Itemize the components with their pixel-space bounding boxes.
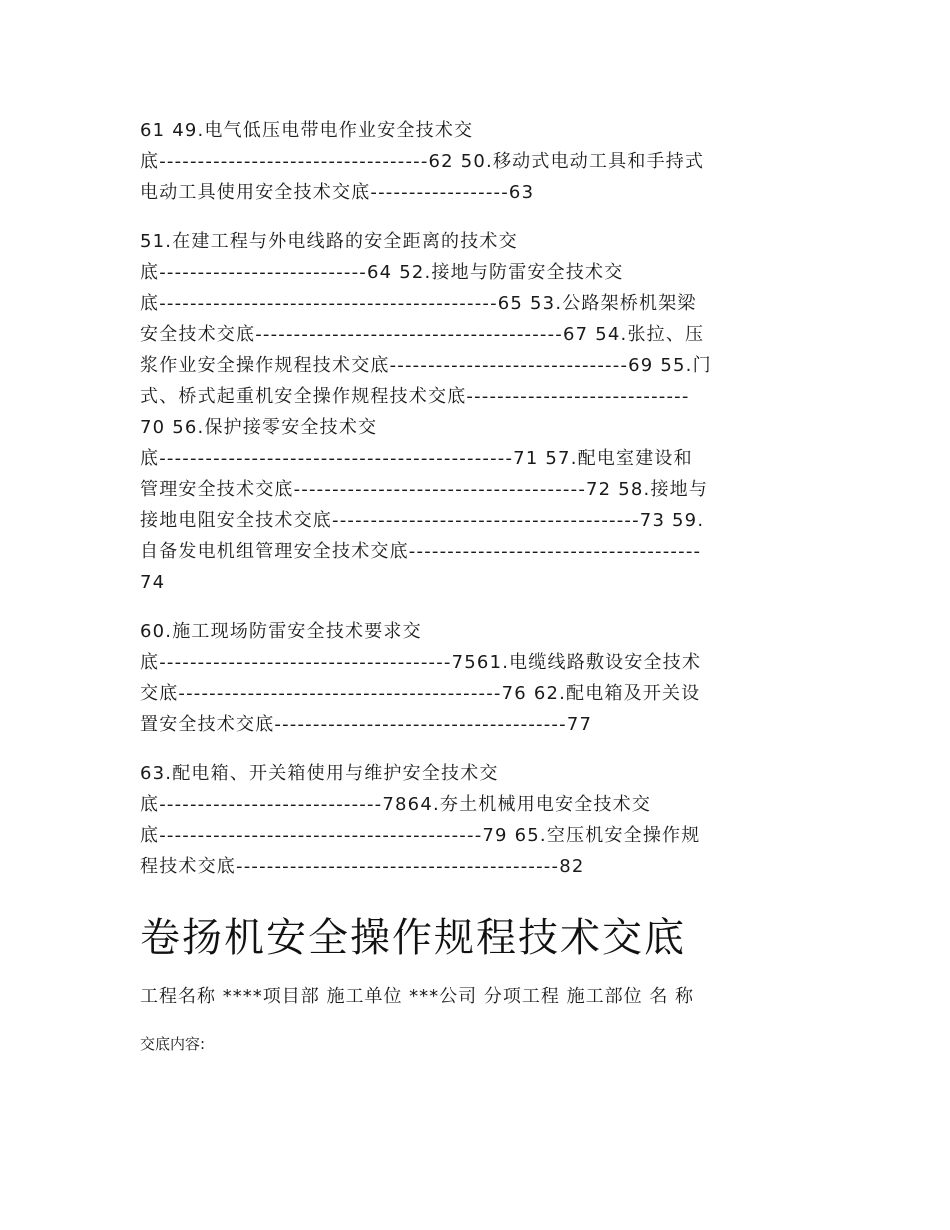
toc-line: 电动工具使用安全技术交底------------------63: [140, 182, 535, 203]
toc-line: 程技术交底------------------------------------------82: [140, 856, 585, 877]
toc-line: 51.在建工程与外电线路的安全距离的技术交: [140, 231, 518, 252]
toc-line: 交底------------------------------------------76 62.配电箱及开关设: [140, 683, 701, 704]
toc-line: 自备发电机组管理安全技术交底--------------------------------------: [140, 541, 702, 562]
toc-line: 底---------------------------64 52.接地与防雷安全技术交: [140, 262, 624, 283]
toc-block-3: [140, 616, 812, 740]
toc-line: 底--------------------------------------7561.电缆线路敷设安全技术: [140, 652, 702, 673]
content-label: 交底内容:: [140, 1035, 206, 1053]
toc-block-4: [140, 758, 812, 882]
toc-block-2: [140, 226, 812, 598]
toc-line: 安全技术交底----------------------------------------67 54.张拉、压: [140, 324, 705, 345]
project-info-line: 工程名称 ****项目部 施工单位 ***公司 分项工程 施工部位 名 称: [140, 986, 695, 1007]
toc-line: 置安全技术交底--------------------------------------77: [140, 714, 593, 735]
document-title: 卷扬机安全操作规程技术交底: [140, 915, 686, 961]
toc-block-1: [140, 115, 812, 208]
toc-line: 底--------------------------------------------65 53.公路架桥机架梁: [140, 293, 697, 314]
toc-line: 浆作业安全操作规程技术交底-------------------------------69 55.门: [140, 355, 712, 376]
toc-line: 底----------------------------------------------71 57.配电室建设和: [140, 448, 693, 469]
toc-line: 管理安全技术交底--------------------------------------72 58.接地与: [140, 479, 709, 500]
toc-line: 70 56.保护接零安全技术交: [140, 417, 378, 438]
toc-line: 接地电阻安全技术交底----------------------------------------73 59.: [140, 510, 705, 531]
toc-line: 底------------------------------------------79 65.空压机安全操作规: [140, 825, 701, 846]
toc-line: 底-----------------------------------62 50.移动式电动工具和手持式: [140, 151, 705, 172]
toc-line: 60.施工现场防雷安全技术要求交: [140, 621, 422, 642]
toc-line: 式、桥式起重机安全操作规程技术交底-----------------------------: [140, 386, 690, 407]
toc-line: 63.配电箱、开关箱使用与维护安全技术交: [140, 763, 499, 784]
toc-line: 61 49.电气低压电带电作业安全技术交: [140, 120, 474, 141]
document-page: [140, 115, 812, 1056]
toc-line: 74: [140, 572, 166, 593]
toc-line: 底-----------------------------7864.夯土机械用电安全技术交: [140, 794, 652, 815]
